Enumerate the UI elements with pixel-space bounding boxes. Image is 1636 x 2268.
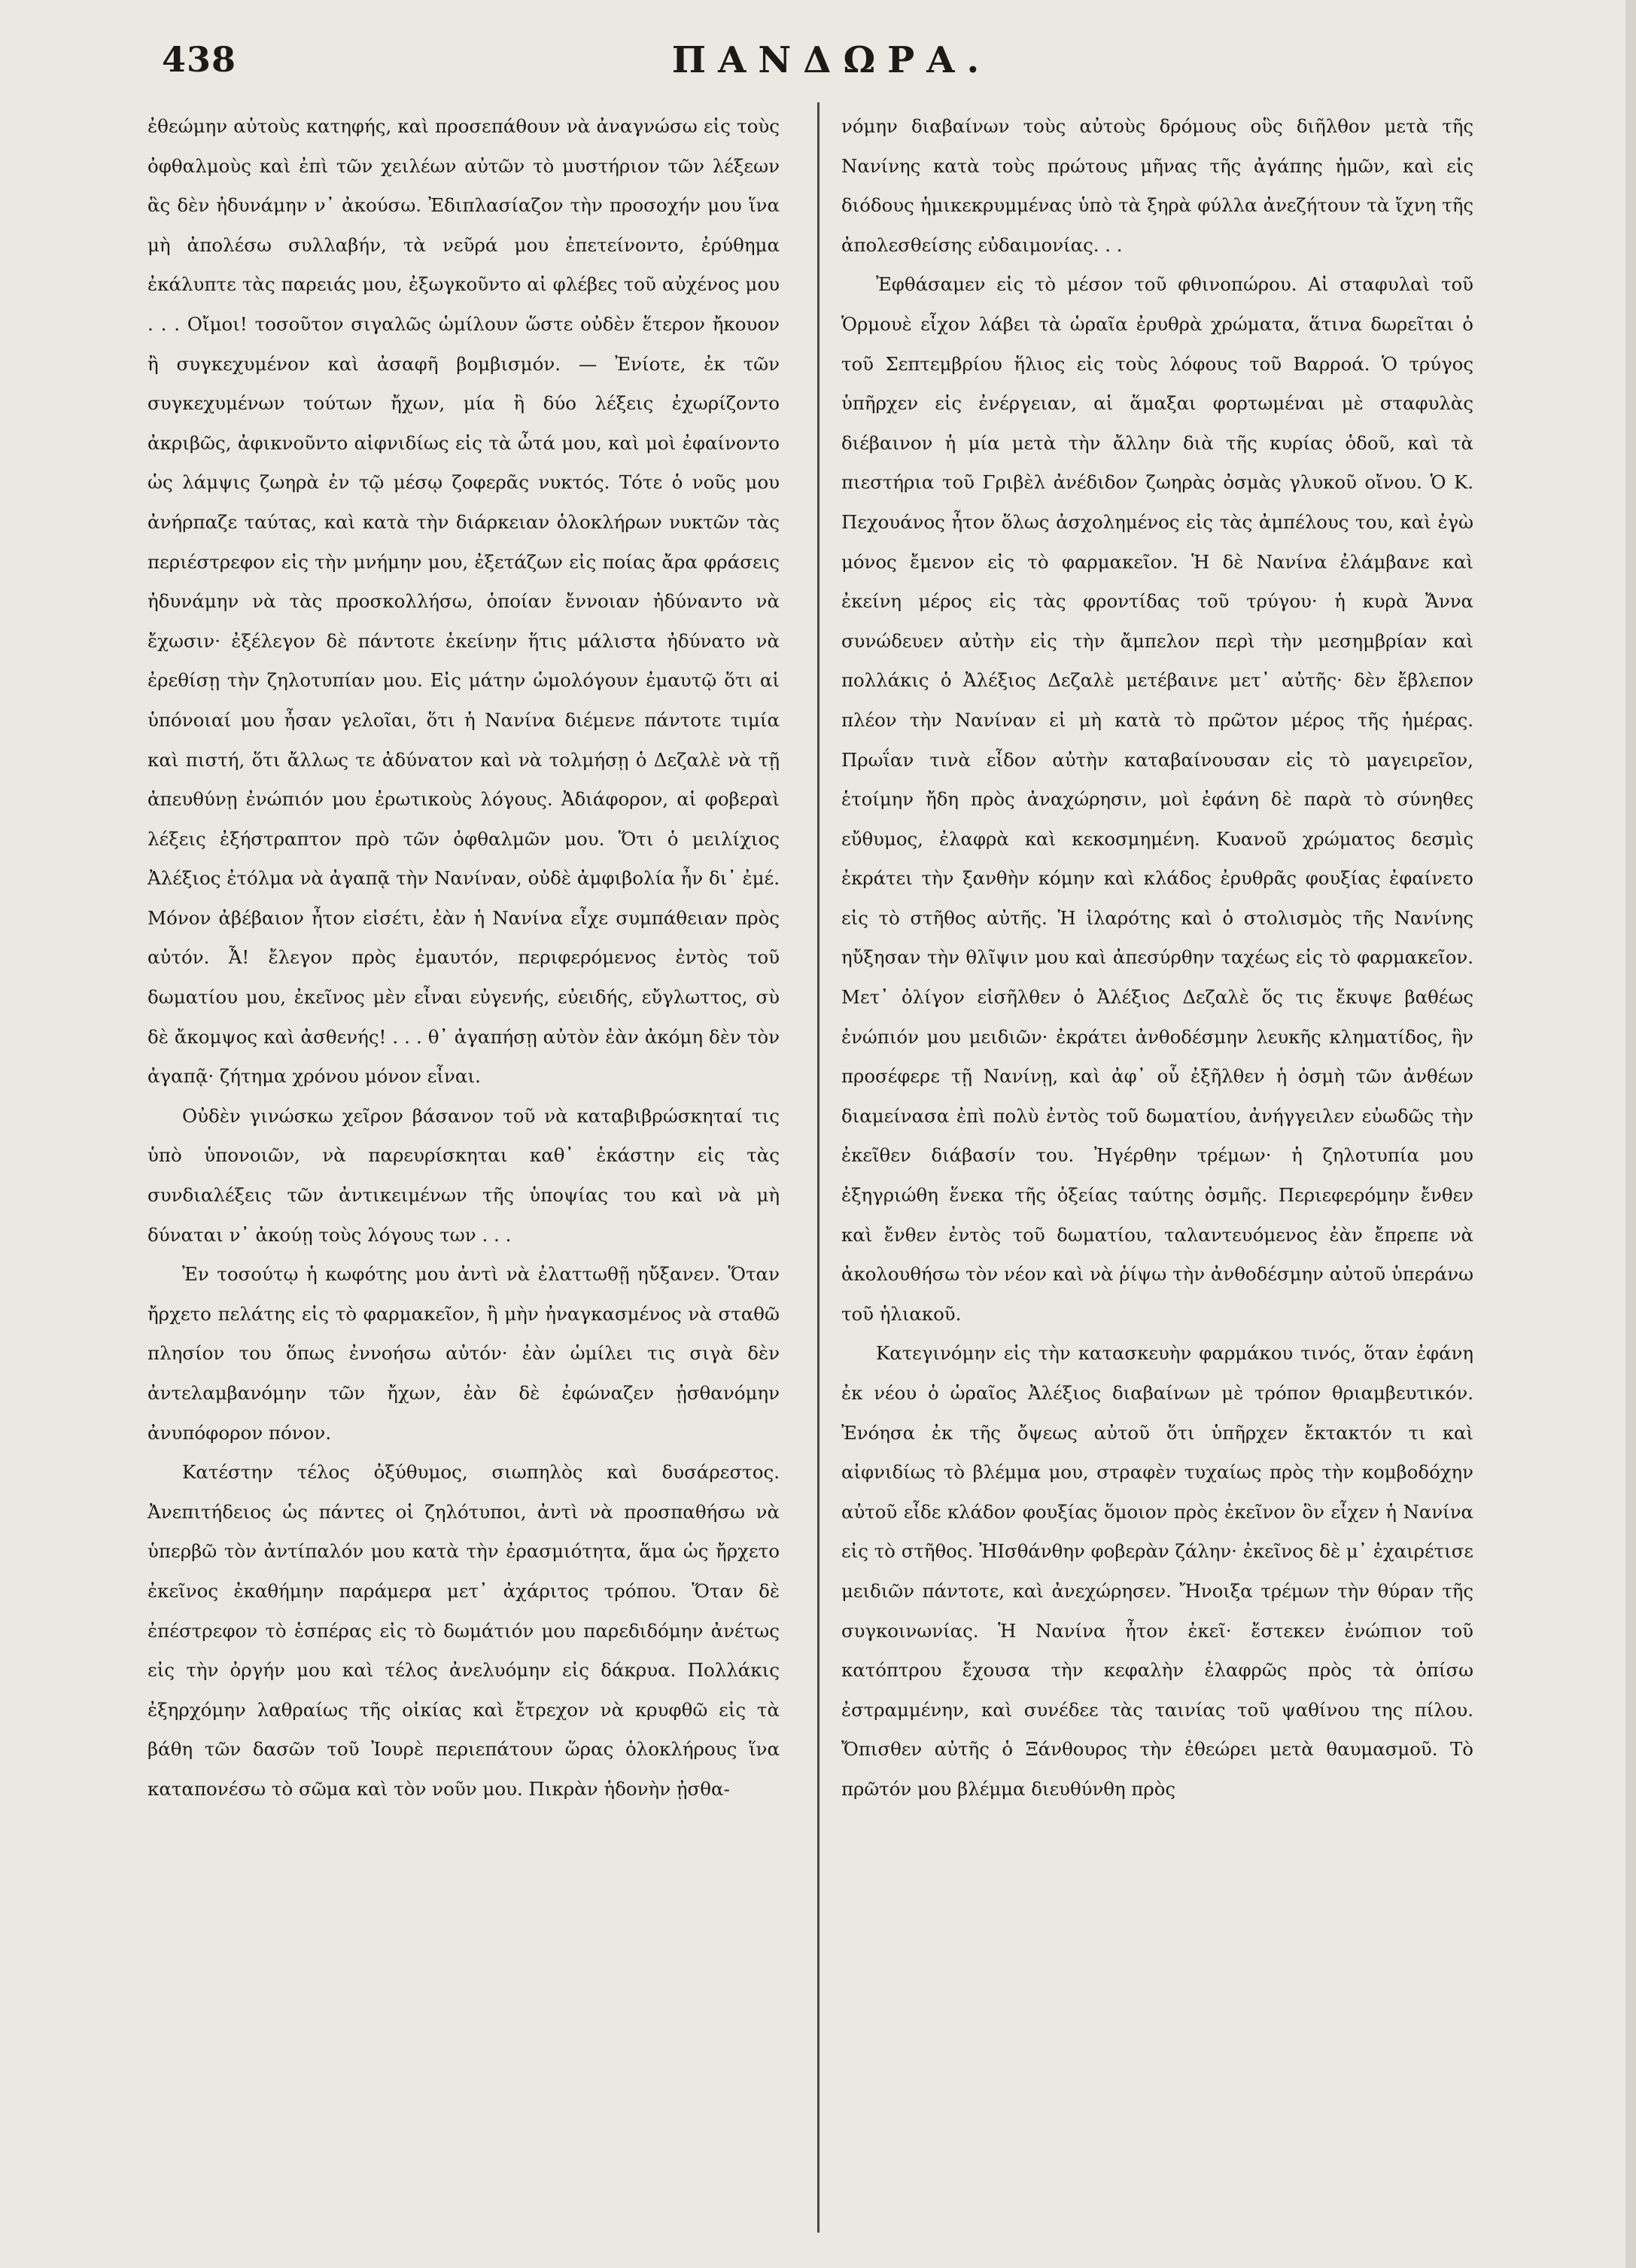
page-number: 438	[162, 39, 237, 80]
paragraph: Κατέστην τέλος ὀξύθυμος, σιωπηλὸς καὶ δυσάρεστος. Ἀνεπιτήδειος ὡς πάντες οἱ ζηλότυποι, ἀντὶ νὰ προσπαθήσω νὰ ὑπερβῶ τὸν ἀντίπαλόν μου κατὰ τὴν ἐρασμιότητα, ἅμα ὡς ἤρχετο ἐκεῖνος ἐκαθήμην παράμερα μετ᾿ ἀχάριτος τρόπου. Ὅταν δὲ ἐπέστρεφον τὸ ἑσπέρας εἰς τὸ δωμάτιόν μου παρεδιδόμην ἀνέτως εἰς τὴν ὀργήν μου καὶ τέλος ἀνελυόμην εἰς δάκρυα. Πολλάκις ἐξηρχόμην λαθραίως τῆς οἰκίας καὶ ἔτρεχον νὰ κρυφθῶ εἰς τὰ βάθη τῶν δασῶν τοῦ Ἰουρὲ περιεπάτουν ὥρας ὁλοκλήρους ἵνα καταπονέσω τὸ σῶμα καὶ τὸν νοῦν μου. Πικρὰν ἡδονὴν ᾐσθα-	[147, 1461, 780, 1800]
column-rule	[817, 102, 820, 2233]
running-title: ΠΑΝΔΩΡΑ.	[671, 39, 992, 81]
paragraph: Ἐφθάσαμεν εἰς τὸ μέσον τοῦ φθινοπώρου. Αἱ σταφυλαὶ τοῦ Ὁρμουὲ εἶχον λάβει τὰ ὡραῖα ἐρυθρὰ χρώματα, ἅτινα δωρεῖται ὁ τοῦ Σεπτεμβρίου ἥλιος εἰς τοὺς λόφους τοῦ Βαρροά. Ὁ τρύγος ὑπῆρχεν εἰς ἐνέργειαν, αἱ ἅμαξαι φορτωμέναι μὲ σταφυλὰς διέβαινον ἡ μία μετὰ τὴν ἄλλην διὰ τῆς κυρίας ὁδοῦ, καὶ τὰ πιεστήρια τοῦ Γριβὲλ ἀνέδιδον ζωηρὰς ὀσμὰς γλυκοῦ οἴνου. Ὁ Κ. Πεχουάνος ἦτον ὅλως ἀσχολημένος εἰς τὰς ἀμπέλους του, καὶ ἐγὼ μόνος ἔμενον εἰς τὸ φαρμακεῖον. Ἡ δὲ Νανίνα ἐλάμβανε καὶ ἐκείνη μέρος εἰς τὰς φροντίδας τοῦ τρύγου· ἡ κυρὰ Ἄννα συνώδευεν αὐτὴν εἰς τὴν ἄμπελον περὶ τὴν μεσημβρίαν καὶ πολλάκις ὁ Ἀλέξιος Δεζαλὲ μετέβαινε μετ᾿ αὐτῆς· δὲν ἔβλεπον πλέον τὴν Νανίναν εἰ μὴ κατὰ τὸ πρῶτον μέρος τῆς ἡμέρας. Πρωΐαν τινὰ εἶδον αὐτὴν καταβαίνουσαν εἰς τὸ μαγειρεῖον, ἑτοίμην ἤδη πρὸς ἀναχώρησιν, μοὶ ἐφάνη δὲ παρὰ τὸ σύνηθες εὔθυμος, ἐλαφρὰ καὶ κεκοσμημένη. Κυανοῦ χρώματος δεσμὶς ἐκράτει τὴν ξανθὴν κόμην καὶ κλάδος ἐρυθρᾶς φουξίας ἐφαίνετο εἰς τὸ στῆθος αὐτῆς. Ἡ ἱλαρότης καὶ ὁ στολισμὸς τῆς Νανίνης ηὔξησαν τὴν θλῖψιν μου καὶ ἀπεσύρθην ταχέως εἰς τὸ φαρμακεῖον. Μετ᾿ ὀλίγον εἰσῆλθεν ὁ Ἀλέξιος Δεζαλὲ ὅς τις ἔκυψε βαθέως ἐνώπιόν μου μειδιῶν· ἐκράτει ἀνθοδέσμην λευκῆς κληματίδος, ἣν προσέφερε τῇ Νανίνῃ, καὶ ἀφ᾿ οὗ ἐξῆλθεν ἡ ὀσμὴ τῶν ἀνθέων διαμείνασα ἐπὶ πολὺ ἐντὸς τοῦ δωματίου, ἀνήγγειλεν εὐωδῶς τὴν ἐκεῖθεν διάβασίν του. Ἠγέρθην τρέμων· ἡ ζηλοτυπία μου ἐξηγριώθη ἕνεκα τῆς ὀξείας ταύτης ὀσμῆς. Περιεφερόμην ἔνθεν καὶ ἔνθεν ἐντὸς τοῦ δωματίου, ταλαντευόμενος ἐὰν ἔπρεπε νὰ ἀκολουθήσω τὸν νέον καὶ νὰ ῥίψω τὴν ἀνθοδέσμην αὐτοῦ ὑπεράνω τοῦ ἡλιακοῦ.	[841, 273, 1473, 1325]
paragraph: νόμην διαβαίνων τοὺς αὐτοὺς δρόμους οὓς διῆλθον μετὰ τῆς Νανίνης κατὰ τοὺς πρώτους μῆνας τῆς ἀγάπης ἡμῶν, καὶ εἰς διόδους ἡμικεκρυμμένας ὑπὸ τὰ ξηρὰ φύλλα ἀνεζήτουν τὰ ἴχνη τῆς ἀπολεσθείσης εὐδαιμονίας. . .	[841, 115, 1473, 256]
page-edge	[1625, 0, 1636, 2268]
right-column	[841, 107, 1473, 1810]
paragraph: Ἐν τοσούτῳ ἡ κωφότης μου ἀντὶ νὰ ἐλαττωθῇ ηὔξανεν. Ὅταν ἤρχετο πελάτης εἰς τὸ φαρμακεῖον, ἢ μὴν ἠναγκασμένος νὰ σταθῶ πλησίον του ὅπως ἐννοήσω αὐτόν· ἐὰν ὡμίλει τις σιγὰ δὲν ἀντελαμβανόμην τῶν ἤχων, ἐὰν δὲ ἐφώναζεν ᾐσθανόμην ἀνυπόφορον πόνον.	[147, 1263, 780, 1444]
left-column	[147, 107, 780, 1810]
paragraph: ἐθεώμην αὐτοὺς κατηφής, καὶ προσεπάθουν νὰ ἀναγνώσω εἰς τοὺς ὀφθαλμοὺς καὶ ἐπὶ τῶν χειλέων αὐτῶν τὸ μυστήριον τῶν λέξεων ἃς δὲν ἠδυνάμην ν᾿ ἀκούσω. Ἐδιπλασίαζον τὴν προσοχήν μου ἵνα μὴ ἀπολέσω συλλαβήν, τὰ νεῦρά μου ἐπετείνοντο, ἐρύθημα ἐκάλυπτε τὰς παρειάς μου, ἐξωγκοῦντο αἱ φλέβες τοῦ αὐχένος μου . . . Οἴμοι! τοσοῦτον σιγαλῶς ὡμίλουν ὥστε οὐδὲν ἕτερον ἤκουον ἢ συγκεχυμένον καὶ ἀσαφῆ βομβισμόν. — Ἐνίοτε, ἐκ τῶν συγκεχυμένων τούτων ἤχων, μία ἢ δύο λέξεις ἐχωρίζοντο ἀκριβῶς, ἀφικνοῦντο αἰφνιδίως εἰς τὰ ὦτά μου, καὶ μοὶ ἐφαίνοντο ὡς λάμψις ζωηρὰ ἐν τῷ μέσῳ ζοφερᾶς νυκτός. Τότε ὁ νοῦς μου ἀνήρπαζε ταύτας, καὶ κατὰ τὴν διάρκειαν ὁλοκλήρων νυκτῶν τὰς περιέστρεφον εἰς τὴν μνήμην μου, ἐξετάζων εἰς ποίας ἄρα φράσεις ἠδυνάμην νὰ τὰς προσκολλήσω, ὁποίαν ἔννοιαν ἠδύναντο νὰ ἔχωσιν· ἐξέλεγον δὲ πάντοτε ἐκείνην ἥτις μάλιστα ἠδύνατο νὰ ἐρεθίσῃ τὴν ζηλοτυπίαν μου. Εἰς μάτην ὡμολόγουν ἐμαυτῷ ὅτι αἱ ὑπόνοιαί μου ἦσαν γελοῖαι, ὅτι ἡ Νανίνα διέμενε πάντοτε τιμία καὶ πιστή, ὅτι ἄλλως τε ἀδύνατον καὶ νὰ τολμήσῃ ὁ Δεζαλὲ νὰ τῇ ἀπευθύνῃ ἐνώπιόν μου ἐρωτικοὺς λόγους. Ἀδιάφορον, αἱ φοβεραὶ λέξεις ἐξήστραπτον πρὸ τῶν ὀφθαλμῶν μου. Ὅτι ὁ μειλίχιος Ἀλέξιος ἐτόλμα νὰ ἀγαπᾷ τὴν Νανίναν, οὐδὲ ἀμφιβολία ἦν δι᾿ ἐμέ. Μόνον ἀβέβαιον ἦτον εἰσέτι, ἐὰν ἡ Νανίνα εἶχε συμπάθειαν πρὸς αὐτόν. Ἆ! ἔλεγον πρὸς ἐμαυτόν, περιφερόμενος ἐντὸς τοῦ δωματίου μου, ἐκεῖνος μὲν εἶναι εὐγενής, εὐειδής, εὔγλωττος, σὺ δὲ ἄκομψος καὶ ἀσθενής! . . . θ᾿ ἀγαπήσῃ αὐτὸν ἐὰν ἀκόμη δὲν τὸν ἀγαπᾷ· ζήτημα χρόνου μόνον εἶναι.	[147, 115, 780, 1088]
page-header	[162, 39, 1501, 92]
paragraph: Οὐδὲν γινώσκω χεῖρον βάσανον τοῦ νὰ καταβιβρώσκηταί τις ὑπὸ ὑπονοιῶν, νὰ παρευρίσκηται καθ᾿ ἑκάστην εἰς τὰς συνδιαλέξεις τῶν ἀντικειμένων τῆς ὑποψίας του καὶ νὰ μὴ δύναται ν᾿ ἀκούῃ τοὺς λόγους των . . .	[147, 1104, 780, 1246]
paragraph: Κατεγινόμην εἰς τὴν κατασκευὴν φαρμάκου τινός, ὅταν ἐφάνη ἐκ νέου ὁ ὡραῖος Ἀλέξιος διαβαίνων μὲ τρόπον θριαμβευτικόν. Ἐνόησα ἐκ τῆς ὄψεως αὐτοῦ ὅτι ὑπῆρχεν ἔκτακτόν τι καὶ αἰφνιδίως τὸ βλέμμα μου, στραφὲν τυχαίως πρὸς τὴν κομβοδόχην αὐτοῦ εἶδε κλάδον φουξίας ὅμοιον πρὸς ἐκεῖνον ὃν εἶχεν ἡ Νανίνα εἰς τὸ στῆθος. ἨΙσθάνθην φοβερὰν ζάλην· ἐκεῖνος δὲ μ᾿ ἐχαιρέτισε μειδιῶν πάντοτε, καὶ ἀνεχώρησεν. Ἤνοιξα τρέμων τὴν θύραν τῆς συγκοινωνίας. Ἡ Νανίνα ἦτον ἐκεῖ· ἔστεκεν ἐνώπιον τοῦ κατόπτρου ἔχουσα τὴν κεφαλὴν ἐλαφρῶς πρὸς τὰ ὀπίσω ἐστραμμένην, καὶ συνέδεε τὰς ταινίας τοῦ ψαθίνου της πίλου. Ὄπισθεν αὐτῆς ὁ Ξάνθουρος τὴν ἐθεώρει μετὰ θαυμασμοῦ. Τὸ πρῶτόν μου βλέμμα διευθύνθη πρὸς	[841, 1342, 1473, 1800]
